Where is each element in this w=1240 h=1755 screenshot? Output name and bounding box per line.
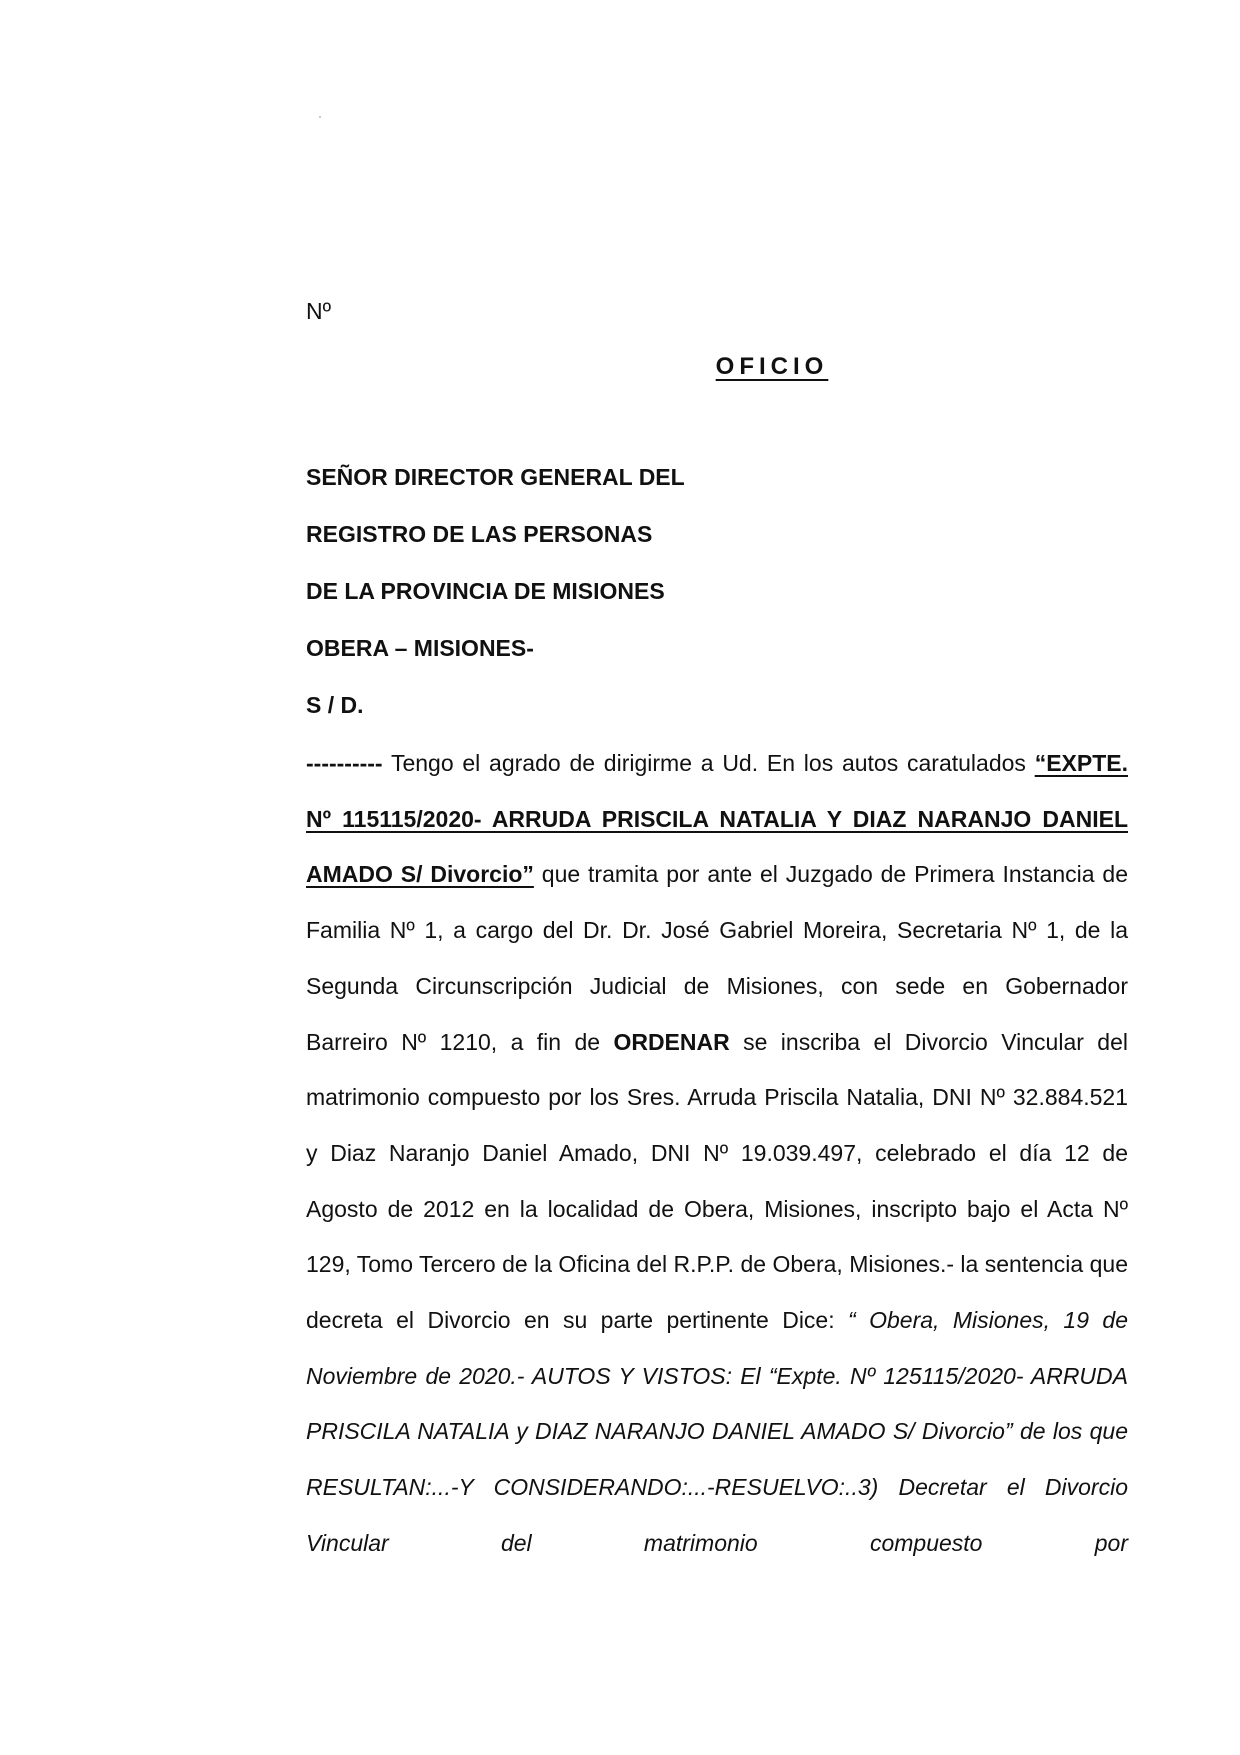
addressee-line: OBERA – MISIONES- <box>306 635 534 661</box>
body-intro: Tengo el agrado de dirigirme a Ud. En los autos caratulados <box>382 750 1035 776</box>
ordenar-keyword: ORDENAR <box>613 1028 730 1055</box>
addressee-block <box>306 462 685 747</box>
addressee-line: SEÑOR DIRECTOR GENERAL DEL <box>306 464 685 490</box>
body-paragraph <box>306 736 1128 1572</box>
body-text-1: que tramita por ante el Juzgado de Primera Instancia de Familia Nº 1, a cargo del Dr. Dr. José Gabriel Moreira, Secretaria Nº 1, de la Segunda Circunscripción Judicial de Misiones, con sede en Gobernador Barreiro Nº 1210, a fin de <box>306 861 1128 1055</box>
scan-speck <box>319 116 321 118</box>
addressee-line: REGISTRO DE LAS PERSONAS <box>306 521 653 547</box>
addressee-line: S / D. <box>306 692 364 718</box>
body-text-2: se inscriba el Divorcio Vincular del matrimonio compuesto por los Sres. Arruda Priscila Natalia, DNI Nº 32.884.521 y Diaz Naranjo Daniel Amado, DNI Nº 19.039.497, celebrado el día 12 de Agosto de 2012 en la localidad de Obera, Misiones, inscripto bajo el Acta Nº 129, Tomo Tercero de la Oficina del R.P.P. de Obera, Misiones.- la sentencia que decreta el Divorcio en su parte pertinente Dice: <box>306 1028 1128 1334</box>
dash-leader: ---------- <box>306 750 383 776</box>
case-title: “EXPTE. Nº 115115/2020- ARRUDA PRISCILA NATALIA Y DIAZ NARANJO DANIEL AMADO S/ Divorcio” <box>306 750 1128 888</box>
document-number-label: Nº <box>306 298 332 324</box>
document-title: OFICIO <box>715 353 829 380</box>
sentence-quote: “ Obera, Misiones, 19 de Noviembre de 2020.- AUTOS Y VISTOS: El “Expte. Nº 125115/2020- ARRUDA PRISCILA NATALIA y DIAZ NARANJO DANIEL AMADO S/ Divorcio” de los que RESULTAN:...-Y CONSIDERANDO:...-RESUELVO:..3) Decretar el Divorcio Vincular del matrimonio compuesto por <box>306 1307 1129 1556</box>
addressee-line: DE LA PROVINCIA DE MISIONES <box>306 578 665 604</box>
